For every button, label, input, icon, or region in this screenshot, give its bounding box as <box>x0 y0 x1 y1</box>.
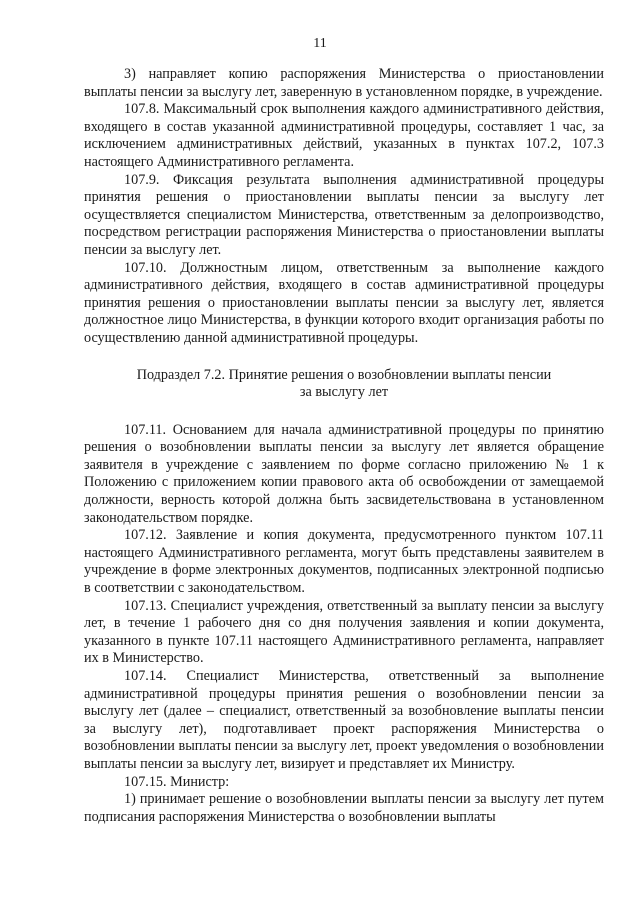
section-heading-line-1: Подраздел 7.2. Принятие решения о возобновлении выплаты пенсии <box>136 366 552 383</box>
paragraph-107-10: 107.10. Должностным лицом, ответственным за выполнение каждого административного действия, входящего в состав административной процедуры принятия решения о приостановлении выплаты пенсии за выслугу лет, является должностное лицо Министерства, в функции которого входит организация работы по осуществлению данной административной процедуры. <box>84 259 604 346</box>
paragraph-107-11: 107.11. Основанием для начала административной процедуры по принятию решения о возобновлении выплаты пенсии за выслугу лет является обращение заявителя в учреждение с заявлением по форме согласно приложению № 1 к Положению с приложением копии правового акта об освобождении от замещаемой должности, верность которой должна быть засвидетельствована в установленном законодательством порядке. <box>84 421 604 526</box>
paragraph-107-9: 107.9. Фиксация результата выполнения административной процедуры принятия решения о приостановлении выплаты пенсии за выслугу лет осуществляется специалистом Министерства, ответственным за делопроизводство, посредством регистрации распоряжения Министерства о приостановлении выплаты пенсии за выслугу лет. <box>84 171 604 258</box>
section-heading-line-2: за выслугу лет <box>299 384 389 401</box>
paragraph-107-14: 107.14. Специалист Министерства, ответственный за выполнение административной процедуры принятия решения о возобновлении пенсии за выслугу лет (далее – специалист, ответственный за возобновление выплаты пенсии за выслугу лет), подготавливает проект распоряжения Министерства о возобновлении выплаты пенсии за выслугу лет, проект уведомления о возобновлении выплаты пенсии за выслугу лет, визирует и представляет их Министру. <box>84 668 604 772</box>
section-heading <box>84 367 604 402</box>
paragraph-107-8: 107.8. Максимальный срок выполнения каждого административного действия, входящего в состав указанной административной процедуры, составляет 1 час, за исключением административных действий, указанных в пунктах 107.2, 107.3 настоящего Административного регламента. <box>84 101 604 170</box>
paragraph-107-13: 107.13. Специалист учреждения, ответственный за выплату пенсии за выслугу лет, в течение 1 рабочего дня со дня получения заявления и копии документа, указанного в пункте 107.11 настоящего Административного регламента, направляет их в Министерство. <box>84 597 604 667</box>
paragraph-107-12: 107.12. Заявление и копия документа, предусмотренного пунктом 107.11 настоящего Административного регламента, могут быть представлены заявителем в учреждение в форме электронных документов, подписанных электронной подписью в соответствии с законодательством. <box>84 527 604 597</box>
document-body <box>84 66 604 826</box>
paragraph-item-3: 3) направляет копию распоряжения Министерства о приостановлении выплаты пенсии за выслугу лет, заверенную в установленном порядке, в учреждение. <box>84 66 604 100</box>
page-number: 11 <box>313 36 327 51</box>
paragraph-107-15-item-1: 1) принимает решение о возобновлении выплаты пенсии за выслугу лет путем подписания распоряжения Министерства о возобновлении выплаты <box>84 791 604 825</box>
paragraph-107-15: 107.15. Министр: <box>124 773 230 790</box>
